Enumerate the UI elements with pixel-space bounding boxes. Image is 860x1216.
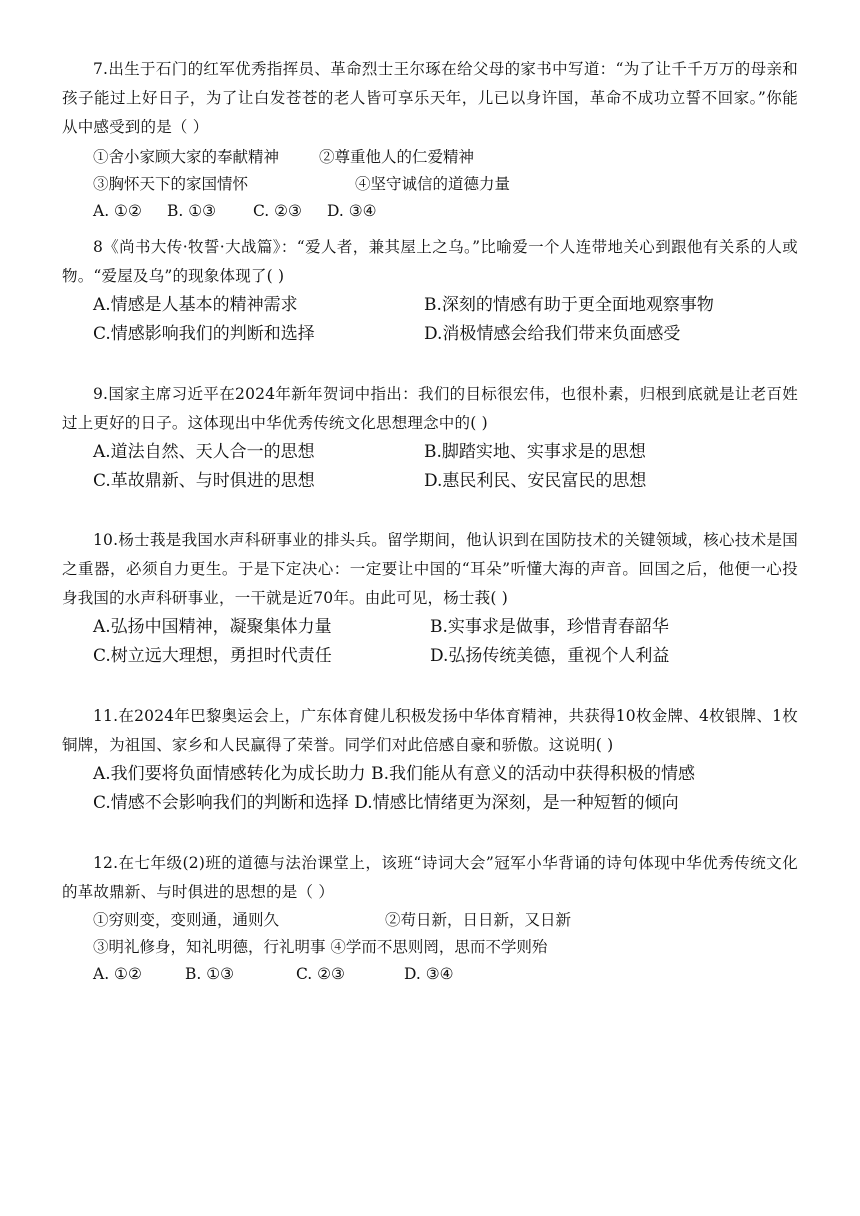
option-row: [0, 467, 860, 496]
option-choice-b: B.深刻的情感有助于更全面地观察事物: [424, 295, 714, 315]
question-stem: 10.杨士莪是我国水声科研事业的排头兵。留学期间，他认识到在国防技术的关键领域，核心技术是国之重器，必须自力更生。于是下定决心：一定要让中国的“耳朵”听懂大海的声音。回国之后，他便一心投身我国的水声科研事业，一干就是近70年。由此可见，杨士莪( ): [62, 531, 798, 607]
option-choice-a: A. ①②: [93, 202, 142, 220]
option-choice-b: B.实事求是做事，珍惜青春韶华: [430, 617, 669, 637]
question-stem: 11.在2024年巴黎奥运会上，广东体育健儿积极发扬中华体育精神，共获得10枚金牌、4枚银牌、1枚铜牌，为祖国、家乡和人民赢得了荣誉。同学们对此倍感自豪和骄傲。这说明( ): [62, 707, 798, 754]
option-row: [0, 961, 860, 988]
option-item: ①穷则变，变则通，通则久: [93, 911, 280, 929]
option-choice-d: D. ③④: [327, 202, 377, 220]
option-choice-a: A.弘扬中国精神，凝聚集体力量: [93, 617, 332, 637]
question-stem: 8《尚书大传·牧誓·大战篇》：“爱人者，兼其屋上之乌。”比喻爱一个人连带地关心到跟他有关系的人或物。“爱屋及乌”的现象体现了( ): [62, 238, 798, 285]
question-9: [0, 380, 860, 496]
option-row: [0, 144, 860, 171]
option-choice-b: B.脚踏实地、实事求是的思想: [424, 442, 646, 462]
option-item: ③明礼修身，知礼明德，行礼明事 ④学而不思则罔，思而不学则殆: [93, 938, 548, 956]
option-row: [0, 171, 860, 198]
question-12: [0, 849, 860, 988]
option-choice-c: C. ②③: [296, 965, 345, 983]
option-choice-a: A. ①②: [93, 965, 142, 983]
question-stem: 9.国家主席习近平在2024年新年贺词中指出：我们的目标很宏伟，也很朴素，归根到底就是让老百姓过上更好的日子。这体现出中华优秀传统文化思想理念中的( ): [62, 385, 798, 432]
question-10: [0, 526, 860, 671]
option-choice-a: A.道法自然、天人合一的思想: [93, 442, 315, 462]
option-choice-d: D.惠民利民、安民富民的思想: [424, 471, 647, 491]
option-choice-d: D. ③④: [404, 965, 454, 983]
option-choice-d: D.消极情感会给我们带来负面感受: [424, 324, 681, 344]
option-choice-c: C.树立远大理想，勇担时代责任: [93, 646, 332, 666]
option-row: [0, 907, 860, 934]
option-choice-c: C. ②③: [253, 202, 302, 220]
option-choices-cd: C.情感不会影响我们的判断和选择 D.情感比情绪更为深刻，是一种短暂的倾向: [93, 793, 679, 813]
option-row: [0, 198, 860, 225]
question-8: [0, 233, 860, 349]
question-11: [0, 702, 860, 818]
option-item: ②尊重他人的仁爱精神: [319, 148, 475, 166]
option-choice-c: C.情感影响我们的判断和选择: [93, 324, 315, 344]
option-row: [0, 789, 860, 818]
option-choice-d: D.弘扬传统美德，重视个人利益: [430, 646, 670, 666]
option-item: ④坚守诚信的道德力量: [355, 175, 511, 193]
question-7: [0, 55, 860, 225]
option-item: ②苟日新，日日新，又日新: [385, 911, 572, 929]
option-row: [0, 760, 860, 789]
option-item: ①舍小家顾大家的奉献精神: [93, 148, 280, 166]
question-stem: 7.出生于石门的红军优秀指挥员、革命烈士王尔琢在给父母的家书中写道：“为了让千千万万的母亲和孩子能过上好日子，为了让白发苍苍的老人皆可享乐天年，儿已以身许国，革命不成功立誓不回家。”你能从中感受到的是（ ）: [62, 60, 798, 136]
option-choice-b: B. ①③: [167, 202, 217, 220]
option-row: [0, 320, 860, 349]
option-row: [0, 291, 860, 320]
option-row: [0, 642, 860, 671]
option-row: [0, 934, 860, 961]
option-choice-c: C.革故鼎新、与时俱进的思想: [93, 471, 315, 491]
option-choices-ab: A.我们要将负面情感转化为成长助力 B.我们能从有意义的活动中获得积极的情感: [93, 764, 695, 784]
option-row: [0, 438, 860, 467]
option-choice-b: B. ①③: [185, 965, 235, 983]
question-stem: 12.在七年级(2)班的道德与法治课堂上，该班“诗词大会”冠军小华背诵的诗句体现中华优秀传统文化的革故鼎新、与时俱进的思想的是（ ）: [62, 854, 798, 901]
option-choice-a: A.情感是人基本的精神需求: [93, 295, 298, 315]
option-row: [0, 613, 860, 642]
option-item: ③胸怀天下的家国情怀: [93, 175, 249, 193]
